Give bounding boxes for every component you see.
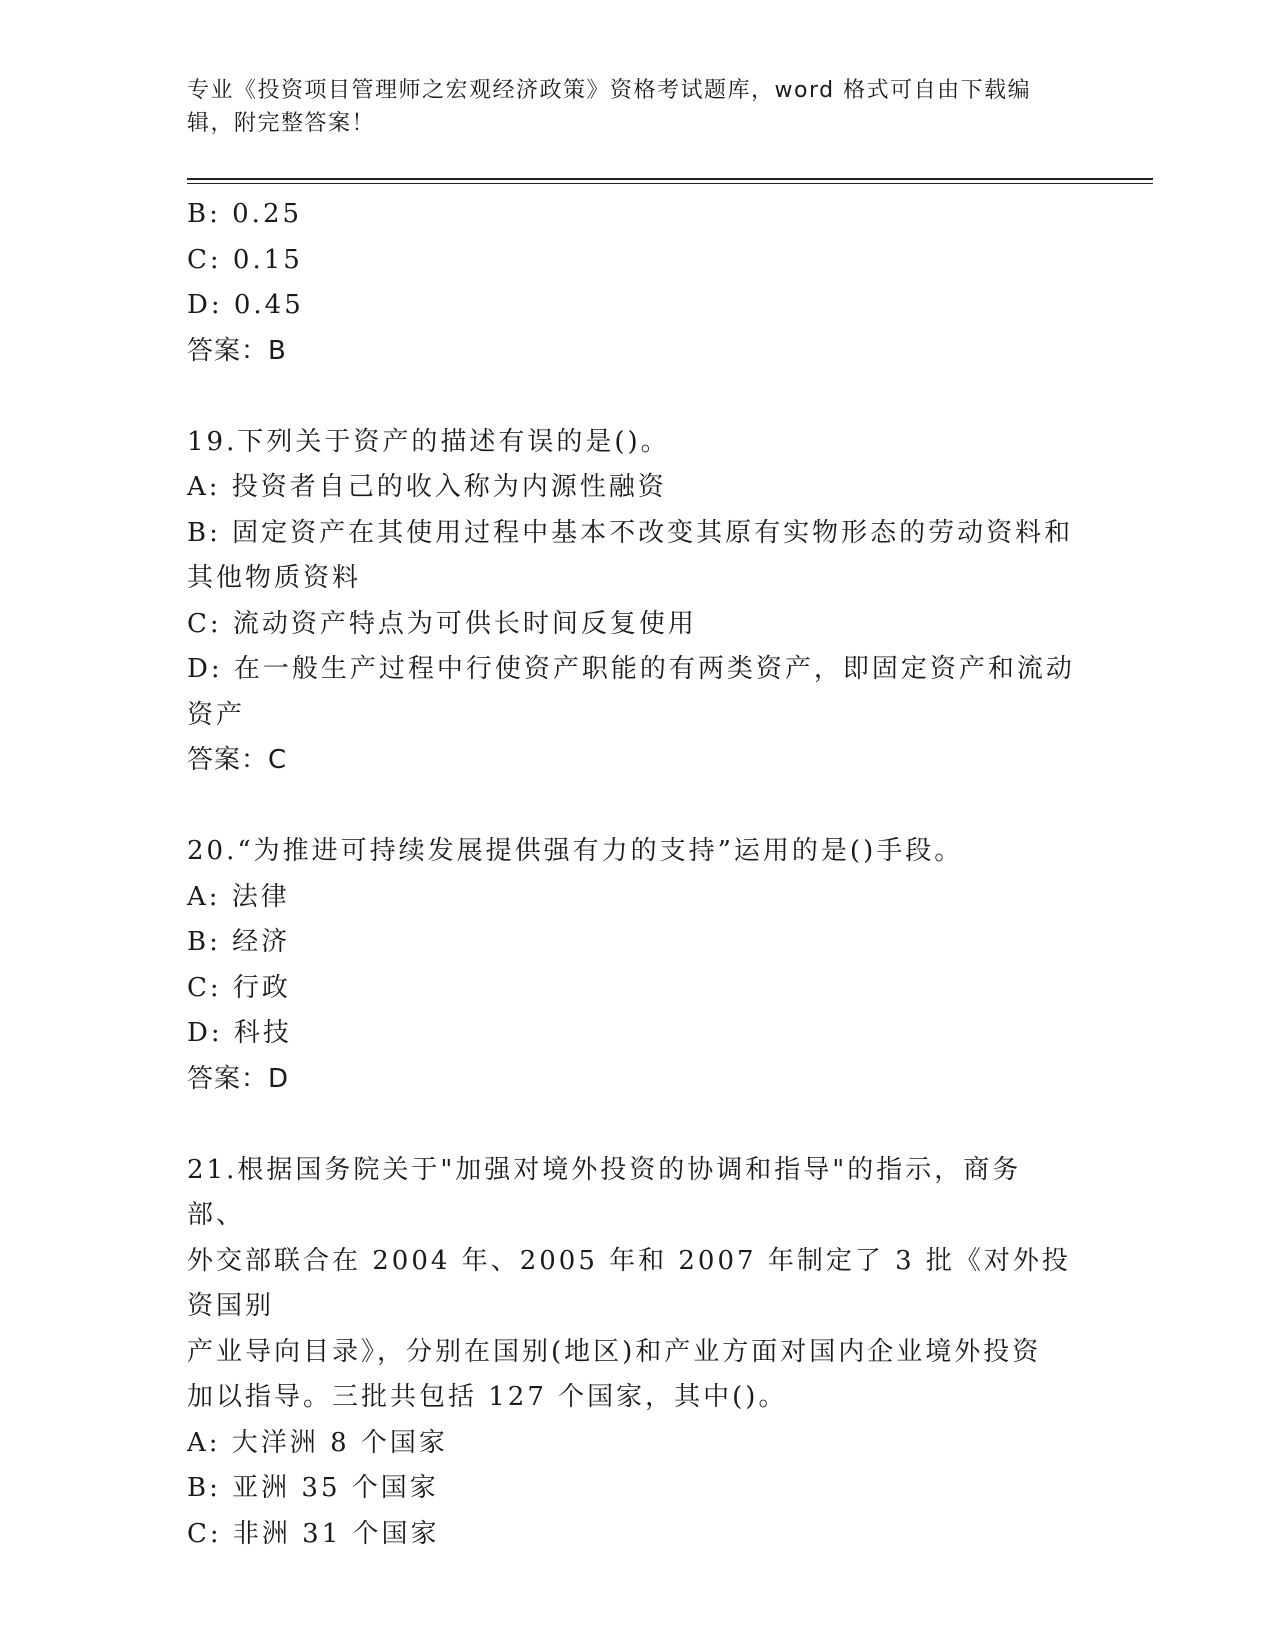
question-21: [187, 1148, 1077, 1558]
answer: 答案：B: [187, 335, 287, 366]
option-d-continued: 资产: [187, 699, 246, 730]
option-a: A: 大洋洲 8 个国家: [187, 1427, 448, 1458]
page-header: [187, 74, 1067, 140]
option-c: C: 行政: [187, 972, 291, 1003]
question-stem: 20.“为推进可持续发展提供强有力的支持”运用的是()手段。: [187, 836, 964, 866]
question-stem-continued: 产业导向目录》，分别在国别(地区)和产业方面对国内企业境外投资: [187, 1336, 1042, 1367]
question-19: [187, 420, 1077, 784]
spacer: [187, 1102, 1077, 1148]
question-stem-continued: 加以指导。三批共包括 127 个国家，其中()。: [187, 1382, 788, 1412]
spacer: [187, 784, 1077, 830]
question-20: [187, 829, 1077, 1102]
answer: 答案：D: [187, 1063, 290, 1094]
header-line-1: 专业《投资项目管理师之宏观经济政策》资格考试题库，word 格式可自由下载编: [187, 78, 1032, 103]
header-rule-thick: [187, 178, 1153, 180]
option-c: C: 流动资产特点为可供长时间反复使用: [187, 608, 697, 639]
option-b-continued: 其他物质资料: [187, 563, 362, 593]
question-content: [187, 192, 1077, 1557]
option-d: D: 0.45: [187, 290, 304, 320]
option-b: B: 经济: [187, 927, 291, 957]
option-b: B: 亚洲 35 个国家: [187, 1473, 439, 1503]
option-a: A: 投资者自己的收入称为内源性融资: [187, 472, 667, 502]
answer: 答案：C: [187, 745, 288, 775]
option-c: C: 0.15: [187, 244, 303, 275]
option-c: C: 非洲 31 个国家: [187, 1518, 440, 1549]
option-d: D: 科技: [187, 1018, 292, 1048]
header-line-2: 辑，附完整答案！: [187, 111, 376, 136]
spacer: [187, 374, 1077, 420]
question-18-tail: [187, 192, 1077, 374]
question-stem: 19.下列关于资产的描述有误的是()。: [187, 426, 670, 457]
option-a: A: 法律: [187, 881, 290, 912]
option-b: B: 0.25: [187, 199, 303, 229]
option-b: B: 固定资产在其使用过程中基本不改变其原有实物形态的劳动资料和: [187, 517, 1074, 548]
option-d: D: 在一般生产过程中行使资产职能的有两类资产，即固定资产和流动: [187, 654, 1075, 684]
question-stem: 21.根据国务院关于"加强对境外投资的协调和指导"的指示，商务部、: [187, 1154, 1022, 1230]
question-stem-continued: 外交部联合在 2004 年、2005 年和 2007 年制定了 3 批《对外投资国别: [187, 1245, 1071, 1321]
header-rule-thin: [187, 183, 1153, 184]
